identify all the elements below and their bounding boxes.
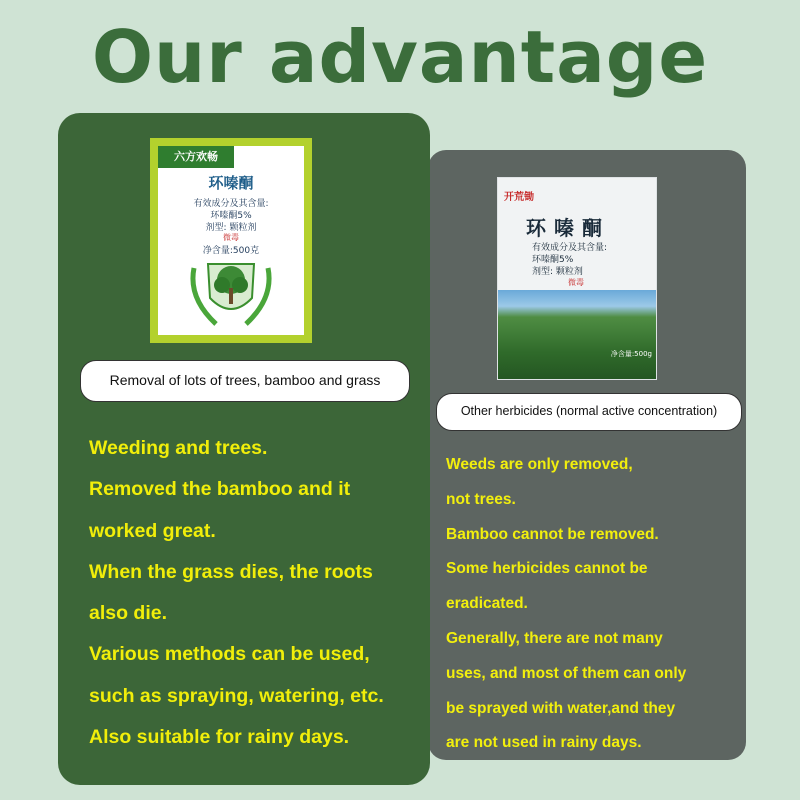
right-caption: Other herbicides (normal active concentration) <box>436 393 742 431</box>
left-product-net: 净含量:500克 <box>202 246 260 256</box>
left-product-name: 环嗪酮 <box>208 174 254 192</box>
right-product-line2: 环嗪酮5% <box>532 255 574 265</box>
right-line: Generally, there are not many <box>446 629 663 647</box>
left-line: Weeding and trees. <box>89 437 268 459</box>
right-line: Weeds are only removed, <box>446 456 633 473</box>
forest-image <box>498 290 656 380</box>
right-product-name: 环嗪酮 <box>526 216 610 240</box>
right-line: eradicated. <box>446 595 528 613</box>
left-product-brand: 六方欢畅 <box>158 146 234 168</box>
right-product-line1: 有效成分及其含量: <box>532 243 608 253</box>
right-line: uses, and most of them can only <box>446 664 687 682</box>
left-line: When the grass dies, the roots <box>89 560 373 583</box>
right-line: not trees. <box>446 490 516 508</box>
left-product-line3: 剂型: 颗粒剂 <box>205 223 257 233</box>
right-product-image <box>497 177 657 380</box>
right-product-badge: 微毒 <box>568 278 584 287</box>
left-caption: Removal of lots of trees, bamboo and grass <box>80 360 410 402</box>
left-line: worked great. <box>89 519 216 542</box>
right-line: Some herbicides cannot be <box>446 560 648 578</box>
left-line: Also suitable for rainy days. <box>89 726 350 749</box>
left-line: such as spraying, watering, etc. <box>89 684 384 707</box>
right-comparison-text <box>446 448 744 761</box>
left-product-line2: 环嗪酮5% <box>210 211 252 221</box>
right-product-line3: 剂型: 颗粒剂 <box>532 267 583 277</box>
tree-shield-emblem-icon <box>188 258 274 330</box>
left-product-badge: 微毒 <box>223 233 239 242</box>
left-product-image <box>150 138 312 343</box>
left-line: Removed the bamboo and it <box>89 478 351 501</box>
right-product-net: 净含量:500g <box>610 350 652 358</box>
left-line: also die. <box>89 602 168 625</box>
right-product-brand: 开荒锄 <box>504 192 534 203</box>
left-product-line1: 有效成分及其含量: <box>193 199 269 209</box>
right-line: are not used in rainy days. <box>446 734 642 752</box>
right-line: be sprayed with water,and they <box>446 699 676 717</box>
page-title: Our advantage <box>91 15 709 99</box>
left-line: Various methods can be used, <box>89 643 370 666</box>
left-benefits-text <box>89 428 424 758</box>
right-line: Bamboo cannot be removed. <box>446 525 659 543</box>
